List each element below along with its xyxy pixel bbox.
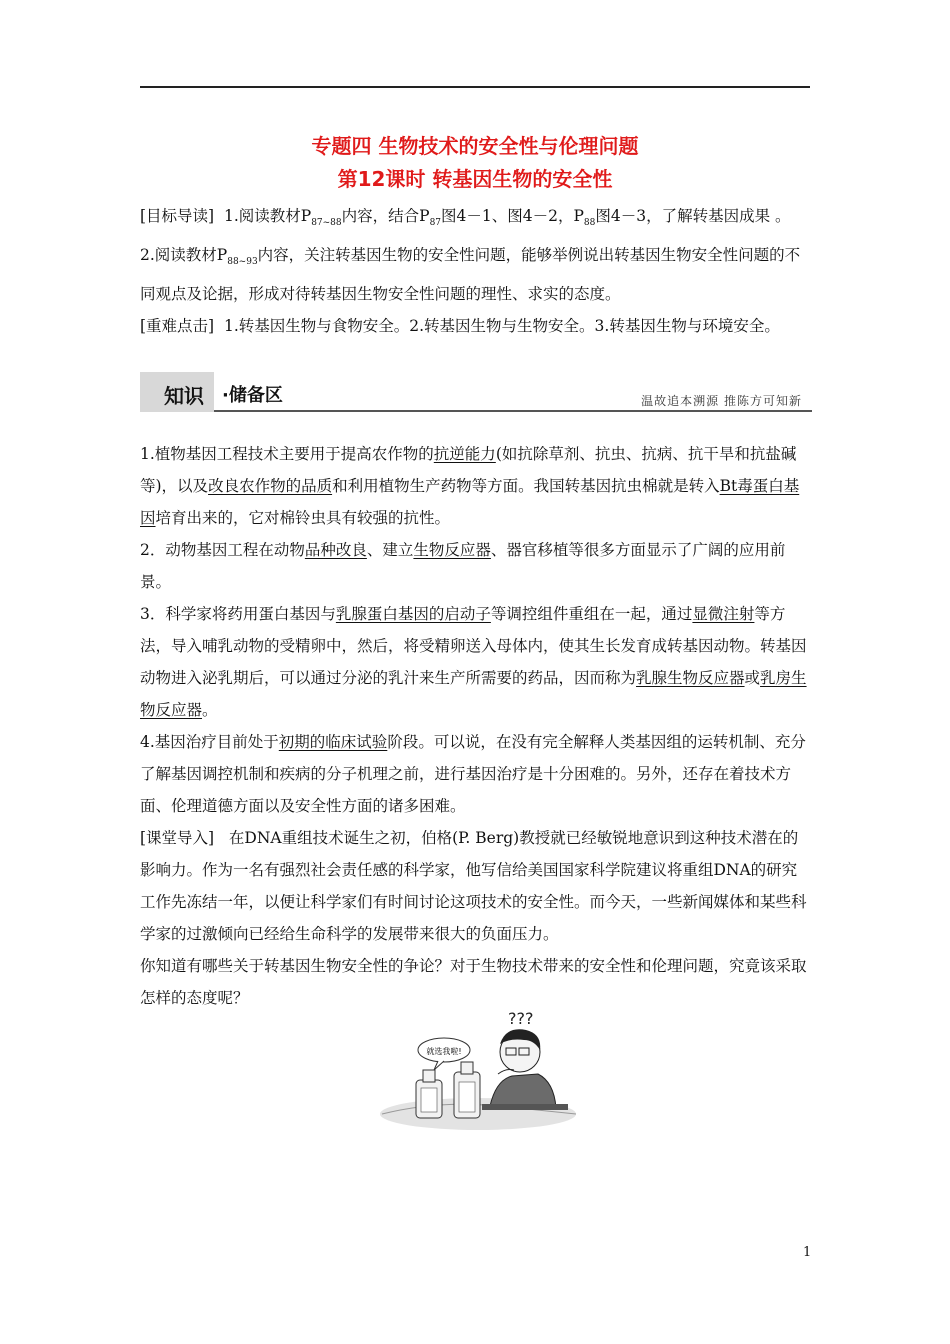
key-points: [重难点击] 1.转基因生物与食物安全。2.转基因生物与生物安全。3.转基因生物与环境安全。: [140, 317, 780, 336]
goal-section: [140, 200, 812, 342]
unit-title: 专题四 生物技术的安全性与伦理问题: [311, 134, 639, 158]
person-body: [490, 1074, 556, 1108]
lesson-title: 第12课时 转基因生物的安全性: [337, 167, 613, 191]
knowledge-items: [140, 438, 812, 1014]
item-2: 2．动物基因工程在动物品种改良、建立生物反应器、器官移植等很多方面显示了广阔的应用前景。: [140, 541, 786, 591]
banner-subtitle: ·储备区: [222, 385, 283, 406]
item-3: 3．科学家将药用蛋白基因与乳腺蛋白基因的启动子等调控组件重组在一起，通过显微注射等方法，导入哺乳动物的受精卵中，然后，将受精卵送入母体内，使其生长发育成转基因动物。转基因动物进入泌乳期后，可以通过分泌的乳汁来生产所需要的药品，因而称为乳腺生物反应器或乳房生物反应器。: [140, 605, 807, 719]
banner-title: 知识: [164, 384, 204, 408]
page-number: 1: [803, 1245, 812, 1260]
goal-paragraph-1: [目标导读] 1.阅读教材$P_{87\sim 88}$内容，结合$P_{87}$图4－1、图4－2，$P_{88}$图4－3，了解转基因成果 。: [140, 207, 791, 229]
cartoon-illustration: [378, 1010, 578, 1138]
item-1: 1.植物基因工程技术主要用于提高农作物的抗逆能力(如抗除草剂、抗虫、抗病、抗干旱和抗盐碱等)，以及改良农作物的品质和利用植物生产药物等方面。我国转基因抗虫棉就是转入Bt毒蛋白基因培育出来的，它对棉铃虫具有较强的抗性。: [140, 445, 800, 527]
goal-paragraph-2: 2.阅读教材$P_{88\sim 93}$内容，关注转基因生物的安全性问题，能够举例说出转基因生物安全性问题的不同观点及论据，形成对待转基因生物安全性问题的理性、求实的态度。: [140, 246, 801, 304]
knowledge-banner: [140, 372, 812, 412]
item-4: 4.基因治疗目前处于初期的临床试验阶段。可以说，在没有完全解释人类基因组的运转机制、充分了解基因调控机制和疾病的分子机理之前，进行基因治疗是十分困难的。另外，还存在着技术方面、伦理道德方面以及安全性方面的诸多困难。: [140, 733, 806, 815]
bubble-text: 就选我啦!: [426, 1047, 462, 1056]
class-intro: [课堂导入] 在DNA重组技术诞生之初，伯格(P. Berg)教授就已经敏锐地意识到这种技术潜在的影响力。作为一名有强烈社会责任感的科学家，他写信给美国国家科学院建议将重组DNA的研究工作先冻结一年，以便让科学家们有时间讨论这项技术的安全性。而今天，一些新闻媒体和某些科学家的过激倾向已经给生命科学的发展带来很大的负面压力。: [140, 829, 807, 943]
question-marks: ???: [508, 1010, 534, 1028]
banner-underline: [214, 410, 812, 412]
banner-motto: 温故追本溯源 推陈方可知新: [641, 394, 802, 408]
table-edge: [482, 1104, 568, 1110]
intro-question: 你知道有哪些关于转基因生物安全性的争论？对于生物技术带来的安全性和伦理问题，究竟该采取怎样的态度呢？: [140, 957, 807, 1007]
header-rule: [140, 86, 810, 88]
